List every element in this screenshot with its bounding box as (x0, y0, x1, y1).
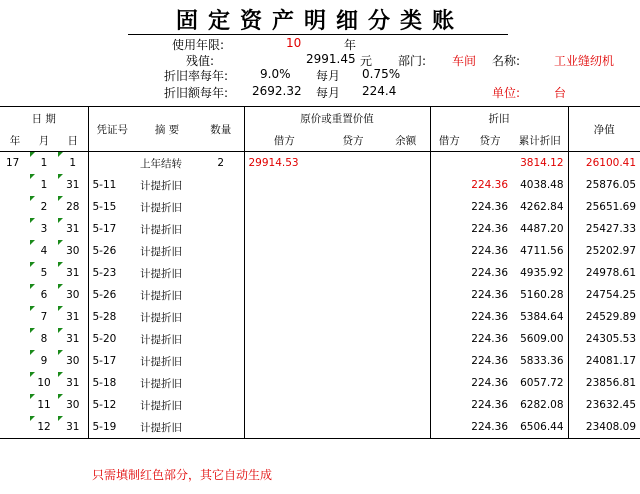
depr-accum-cell: 4038.48 (520, 179, 564, 191)
depr-debit-cell (430, 240, 468, 262)
rate-month: 0.75% (362, 67, 401, 81)
depr-debit-cell (430, 394, 468, 416)
col-orig-balance: 余额 (395, 134, 417, 147)
depr-debit-cell (430, 372, 468, 394)
day-cell: 31 (58, 306, 88, 328)
footnote: 只需填制红色部分，其它自动生成 (92, 468, 273, 482)
summary-cell: 计提折旧 (140, 289, 182, 302)
day-cell: 30 (58, 350, 88, 372)
year-cell (0, 328, 30, 350)
depr-debit-cell (430, 196, 468, 218)
col-voucher: 凭证号 (88, 107, 136, 152)
page-title: 固定资产明细分类账 (175, 8, 464, 34)
amount-month: 224.4 (362, 84, 397, 98)
year-cell (0, 218, 30, 240)
voucher-cell: 5-20 (88, 328, 136, 350)
table-row (0, 350, 640, 372)
orig-credit-cell (324, 152, 382, 175)
year-cell (0, 262, 30, 284)
table-row (0, 372, 640, 394)
month-cell: 8 (30, 328, 58, 350)
summary-cell: 计提折旧 (140, 355, 182, 368)
day-cell: 31 (58, 372, 88, 394)
net-cell: 24305.53 (568, 328, 640, 350)
table-row (0, 328, 640, 350)
summary-cell: 计提折旧 (140, 377, 182, 390)
month-cell: 2 (30, 196, 58, 218)
life-value[interactable]: 10 (286, 36, 302, 50)
voucher-cell: 5-12 (88, 394, 136, 416)
summary-cell: 计提折旧 (140, 179, 182, 192)
net-cell: 25427.33 (568, 218, 640, 240)
day-cell: 1 (58, 152, 88, 175)
summary-cell: 计提折旧 (140, 311, 182, 324)
month-cell: 9 (30, 350, 58, 372)
voucher-cell: 5-15 (88, 196, 136, 218)
month-cell: 11 (30, 394, 58, 416)
year-cell (0, 416, 30, 439)
col-day: 日 (67, 134, 78, 147)
orig-balance-cell (382, 394, 430, 416)
summary-cell: 计提折旧 (140, 267, 182, 280)
net-cell: 25651.69 (568, 196, 640, 218)
month-cell: 1 (30, 174, 58, 196)
qty-cell (198, 240, 244, 262)
orig-credit-cell (324, 174, 382, 196)
name-value[interactable]: 工业缝纫机 (554, 54, 615, 68)
rate-year: 9.0% (260, 67, 291, 81)
depr-credit-cell: 224.36 (471, 421, 509, 433)
orig-credit-cell (324, 196, 382, 218)
col-summary: 摘 要 (154, 123, 180, 136)
depr-accum-cell: 5609.00 (520, 333, 564, 345)
depr-accum-cell: 4711.56 (520, 245, 564, 257)
depr-credit-cell: 224.36 (471, 223, 509, 235)
ledger-body (0, 152, 640, 439)
net-cell: 23632.45 (568, 394, 640, 416)
qty-cell (198, 372, 244, 394)
col-month: 月 (38, 134, 50, 147)
unit-label: 单位: (492, 86, 521, 100)
orig-debit-cell (244, 218, 324, 240)
orig-balance-cell (382, 262, 430, 284)
depr-debit-cell (430, 306, 468, 328)
depr-credit-cell: 224.36 (471, 399, 509, 411)
voucher-cell: 5-23 (88, 262, 136, 284)
voucher-cell: 5-17 (88, 350, 136, 372)
year-cell: 17 (6, 157, 20, 169)
year-cell (0, 196, 30, 218)
table-row (0, 262, 640, 284)
month-cell: 6 (30, 284, 58, 306)
qty-cell (198, 306, 244, 328)
orig-debit-cell (244, 284, 324, 306)
qty-cell (198, 416, 244, 439)
table-row (0, 218, 640, 240)
qty-cell (198, 328, 244, 350)
depr-accum-cell: 6282.08 (520, 399, 564, 411)
summary-cell: 计提折旧 (140, 399, 182, 412)
col-depr-debit: 借方 (430, 129, 468, 152)
day-cell: 31 (58, 328, 88, 350)
table-row (0, 284, 640, 306)
qty-cell (198, 174, 244, 196)
month-cell: 4 (30, 240, 58, 262)
orig-debit-cell (244, 196, 324, 218)
orig-debit-cell (244, 240, 324, 262)
orig-debit-cell (244, 372, 324, 394)
orig-balance-cell (382, 350, 430, 372)
month-cell: 12 (30, 416, 58, 439)
voucher-cell: 5-17 (88, 218, 136, 240)
net-cell: 24754.25 (568, 284, 640, 306)
col-orig-credit: 贷方 (342, 134, 364, 147)
year-cell (0, 240, 30, 262)
depr-credit-cell: 224.36 (471, 179, 509, 191)
summary-cell: 计提折旧 (140, 245, 182, 258)
net-cell: 26100.41 (568, 152, 640, 175)
orig-balance-cell (382, 218, 430, 240)
month-cell: 10 (30, 372, 58, 394)
depr-debit-cell (430, 174, 468, 196)
orig-debit-cell (244, 394, 324, 416)
voucher-cell: 5-26 (88, 240, 136, 262)
table-row (0, 394, 640, 416)
year-cell (0, 174, 30, 196)
voucher-cell: 5-19 (88, 416, 136, 439)
day-cell: 28 (58, 196, 88, 218)
col-depr: 折旧 (430, 107, 568, 130)
depr-credit-cell: 224.36 (471, 201, 509, 213)
orig-debit-cell (244, 262, 324, 284)
net-cell: 25876.05 (568, 174, 640, 196)
depr-debit-cell (430, 416, 468, 439)
net-cell: 24978.61 (568, 262, 640, 284)
orig-credit-cell (324, 372, 382, 394)
net-cell: 23856.81 (568, 372, 640, 394)
col-date: 日 期 (31, 112, 56, 125)
depr-accum-cell: 6057.72 (520, 377, 564, 389)
summary-cell: 计提折旧 (140, 201, 182, 214)
orig-debit-cell (244, 416, 324, 439)
amount-per-month-label: 每月 (316, 86, 341, 100)
summary-cell: 计提折旧 (140, 333, 182, 346)
orig-balance-cell (382, 174, 430, 196)
orig-balance-cell (382, 306, 430, 328)
title-underline (128, 34, 508, 35)
day-cell: 31 (58, 218, 88, 240)
life-unit: 年 (344, 38, 357, 52)
depr-credit-cell: 224.36 (471, 245, 509, 257)
qty-cell (198, 262, 244, 284)
depr-debit-cell (430, 284, 468, 306)
month-cell: 5 (30, 262, 58, 284)
month-cell: 3 (30, 218, 58, 240)
day-cell: 31 (58, 416, 88, 439)
orig-credit-cell (324, 262, 382, 284)
depr-credit-cell: 224.36 (471, 289, 509, 301)
depr-debit-cell (430, 218, 468, 240)
net-cell: 24529.89 (568, 306, 640, 328)
day-cell: 30 (58, 240, 88, 262)
residual-value: 2991.45 (306, 52, 356, 66)
year-cell (0, 284, 30, 306)
depr-accum-cell: 5160.28 (520, 289, 564, 301)
orig-balance-cell (382, 328, 430, 350)
qty-cell (198, 218, 244, 240)
year-cell (0, 350, 30, 372)
orig-debit-cell (244, 350, 324, 372)
orig-balance-cell (382, 240, 430, 262)
day-cell: 31 (58, 262, 88, 284)
name-label: 名称: (492, 54, 521, 68)
residual-label: 残值: (186, 54, 215, 68)
year-cell (0, 372, 30, 394)
col-depr-credit: 贷方 (479, 134, 501, 147)
summary-cell: 上年结转 (140, 157, 182, 170)
year-cell (0, 306, 30, 328)
orig-debit-cell (244, 328, 324, 350)
depr-accum-cell: 3814.12 (520, 157, 564, 169)
depr-debit-cell (430, 350, 468, 372)
col-depr-accum: 累计折旧 (518, 134, 561, 147)
orig-credit-cell (324, 350, 382, 372)
qty-cell: 2 (217, 157, 225, 169)
orig-balance-cell (382, 152, 430, 175)
table-row (0, 240, 640, 262)
orig-debit-cell (244, 174, 324, 196)
orig-credit-cell (324, 284, 382, 306)
depr-credit-cell: 224.36 (471, 377, 509, 389)
col-year: 年 (9, 134, 21, 147)
qty-cell (198, 350, 244, 372)
depr-accum-cell: 5833.36 (520, 355, 564, 367)
residual-unit: 元 (360, 54, 373, 68)
qty-cell (198, 394, 244, 416)
col-orig-debit: 借方 (244, 129, 324, 152)
depr-accum-cell: 5384.64 (520, 311, 564, 323)
orig-balance-cell (382, 196, 430, 218)
depr-credit-cell (468, 152, 512, 175)
qty-cell (198, 284, 244, 306)
voucher-cell: 5-18 (88, 372, 136, 394)
depr-credit-cell: 224.36 (471, 355, 509, 367)
qty-cell (198, 196, 244, 218)
table-row (0, 152, 640, 175)
depr-accum-cell: 4487.20 (520, 223, 564, 235)
table-row (0, 416, 640, 439)
unit-value[interactable]: 台 (554, 86, 567, 100)
col-original: 原价或重置价值 (244, 107, 430, 130)
month-cell: 7 (30, 306, 58, 328)
depr-debit-cell (430, 262, 468, 284)
orig-credit-cell (324, 306, 382, 328)
dept-label: 部门: (398, 54, 427, 68)
day-cell: 30 (58, 394, 88, 416)
orig-credit-cell (324, 328, 382, 350)
table-row (0, 196, 640, 218)
depr-credit-cell: 224.36 (471, 267, 509, 279)
depr-credit-cell: 224.36 (471, 333, 509, 345)
net-cell: 23408.09 (568, 416, 640, 439)
summary-cell: 计提折旧 (140, 421, 182, 434)
rate-label: 折旧率每年: (164, 69, 229, 83)
orig-balance-cell (382, 284, 430, 306)
table-row (0, 306, 640, 328)
orig-debit-cell: 29914.53 (244, 152, 324, 175)
depr-accum-cell: 6506.44 (520, 421, 564, 433)
depr-debit-cell (430, 328, 468, 350)
depr-accum-cell: 4262.84 (520, 201, 564, 213)
amount-year: 2692.32 (252, 84, 302, 98)
depr-accum-cell: 4935.92 (520, 267, 564, 279)
dept-value[interactable]: 车间 (452, 54, 477, 68)
day-cell: 31 (58, 174, 88, 196)
depr-debit-cell (430, 152, 468, 175)
col-net: 净值 (568, 107, 640, 152)
table-row (0, 174, 640, 196)
life-label: 使用年限: (172, 38, 225, 52)
amount-label: 折旧额每年: (164, 86, 229, 100)
month-cell: 1 (30, 152, 58, 175)
day-cell: 30 (58, 284, 88, 306)
orig-credit-cell (324, 240, 382, 262)
orig-balance-cell (382, 416, 430, 439)
col-qty: 数量 (210, 123, 232, 136)
summary-cell: 计提折旧 (140, 223, 182, 236)
orig-credit-cell (324, 394, 382, 416)
orig-debit-cell (244, 306, 324, 328)
orig-credit-cell (324, 416, 382, 439)
ledger-table (0, 106, 640, 439)
net-cell: 24081.17 (568, 350, 640, 372)
voucher-cell (88, 152, 136, 175)
depr-credit-cell: 224.36 (471, 311, 509, 323)
rate-per-month-label: 每月 (316, 69, 341, 83)
voucher-cell: 5-26 (88, 284, 136, 306)
voucher-cell: 5-11 (88, 174, 136, 196)
voucher-cell: 5-28 (88, 306, 136, 328)
year-cell (0, 394, 30, 416)
orig-credit-cell (324, 218, 382, 240)
net-cell: 25202.97 (568, 240, 640, 262)
orig-balance-cell (382, 372, 430, 394)
